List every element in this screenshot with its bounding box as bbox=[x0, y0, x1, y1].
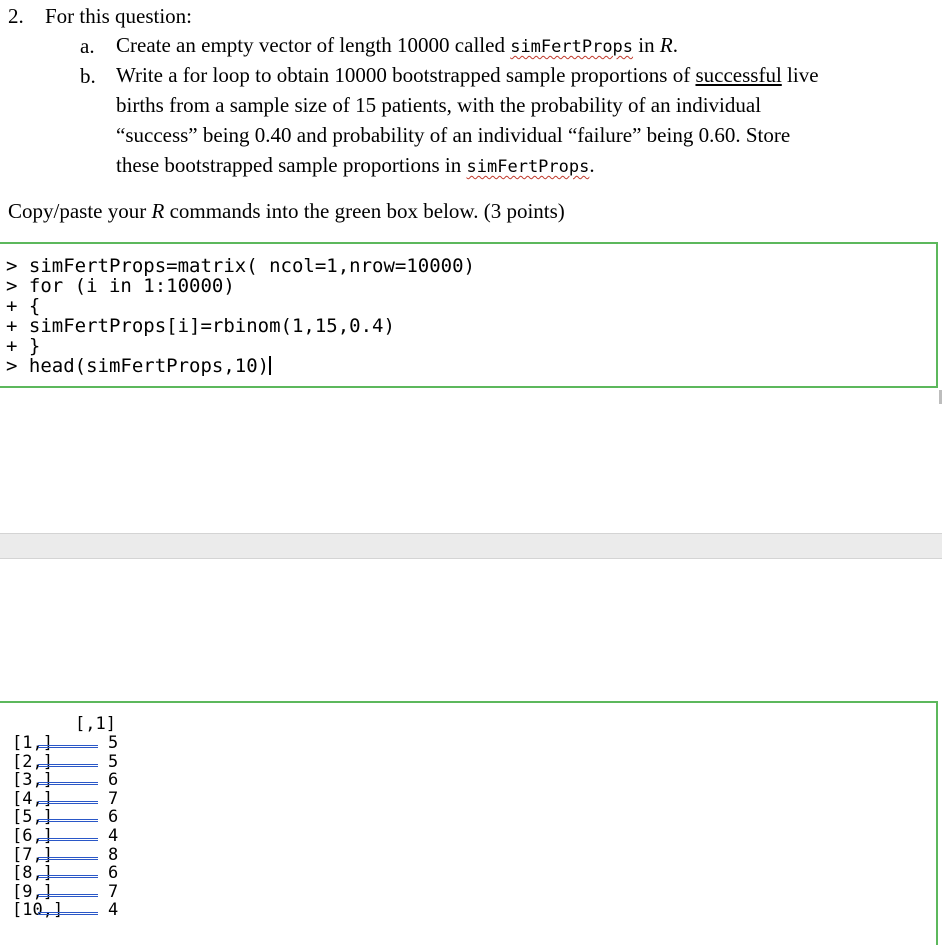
output-row: [1,] 5 bbox=[12, 733, 119, 753]
output-row: [3,] 6 bbox=[12, 770, 119, 791]
part-a-variable: simFertProps bbox=[510, 37, 634, 57]
output-row: [10,] 4 bbox=[12, 900, 119, 921]
part-a-letter: a. bbox=[80, 34, 95, 58]
text-cursor bbox=[269, 356, 271, 375]
successful-underlined: successful bbox=[695, 63, 782, 87]
code-line: + simFertProps[i]=rbinom(1,15,0.4) bbox=[6, 315, 395, 337]
part-b-line3: “success” being 0.40 and probability of an individual “failure” being 0.60. Store bbox=[116, 123, 791, 147]
output-row: [9,] 7 bbox=[12, 881, 119, 902]
code-line: + } bbox=[6, 335, 41, 357]
part-b-line1: Write a for loop to obtain 10000 bootstrapped sample proportions of successful live bbox=[116, 63, 819, 87]
code-answer-box[interactable] bbox=[0, 242, 938, 388]
output-row: [2,] 5 bbox=[12, 751, 119, 772]
output-rows bbox=[12, 733, 119, 921]
part-a-end: . bbox=[672, 33, 678, 57]
part-b-text bbox=[116, 60, 926, 182]
part-b-line4: these bootstrapped sample proportions in simFertProps. bbox=[116, 153, 595, 177]
part-a-text bbox=[116, 30, 926, 62]
part-b-letter: b. bbox=[80, 64, 96, 88]
code-line-last: > head(simFertProps,10) bbox=[6, 355, 270, 377]
output-row: [8,] 6 bbox=[12, 863, 119, 884]
code-text[interactable] bbox=[6, 256, 475, 376]
output-column-header: [,1] bbox=[75, 714, 116, 734]
question-number: 2. bbox=[8, 4, 24, 28]
output-row: [4,] 7 bbox=[12, 788, 119, 809]
part-b-line2: births from a sample size of 15 patients, with the probability of an individual bbox=[116, 93, 762, 117]
question-intro: For this question: bbox=[45, 4, 193, 28]
instruction-r: R bbox=[151, 199, 165, 223]
code-line: + { bbox=[6, 295, 41, 317]
part-a-r: R bbox=[659, 33, 673, 57]
output-row: [7,] 8 bbox=[12, 844, 119, 865]
part-b-variable: simFertProps bbox=[466, 157, 590, 177]
part-a-before: Create an empty vector of length 10000 called bbox=[116, 33, 511, 57]
instruction-text: Copy/paste your R commands into the green box below. (3 points) bbox=[8, 199, 565, 223]
output-row: [6,] 4 bbox=[12, 825, 119, 846]
code-line: > simFertProps=matrix( ncol=1,nrow=10000) bbox=[6, 255, 475, 277]
output-answer-box[interactable] bbox=[0, 701, 938, 945]
page-break-bar bbox=[0, 533, 942, 559]
part-a-in: in bbox=[633, 33, 660, 57]
output-row: [5,] 6 bbox=[12, 807, 119, 828]
code-line: > for (i in 1:10000) bbox=[6, 275, 235, 297]
